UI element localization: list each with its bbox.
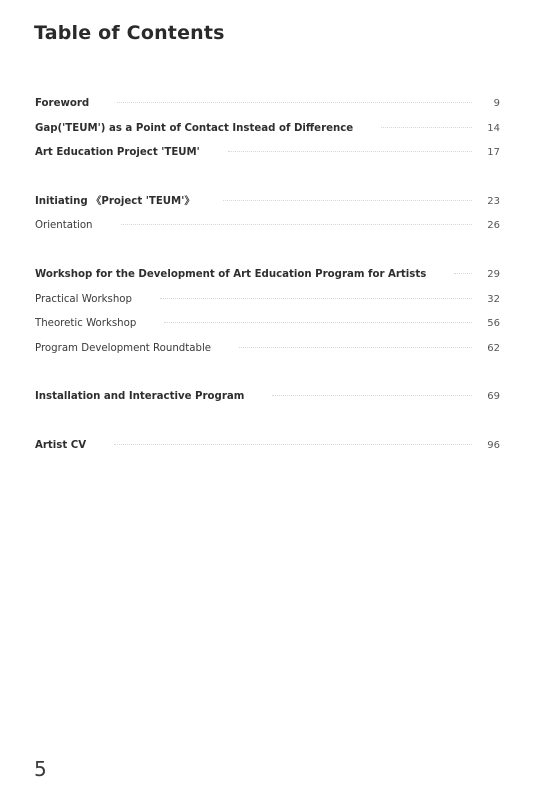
toc-entry-theoretic-workshop[interactable] — [35, 312, 500, 337]
page-title: Table of Contents — [34, 22, 225, 44]
toc-page-number: 23 — [487, 195, 500, 207]
toc-entry-label: Foreword — [35, 98, 90, 109]
toc-entry-label: Practical Workshop — [35, 293, 132, 305]
toc-section — [35, 92, 500, 166]
page-number: 5 — [34, 757, 47, 781]
toc-section — [35, 434, 500, 459]
dot-leader — [117, 102, 472, 103]
dot-leader — [228, 151, 472, 152]
toc-page-number: 26 — [487, 220, 500, 232]
toc-page-number: 56 — [487, 318, 500, 330]
dot-leader — [223, 200, 472, 201]
toc-entry-gap-teum[interactable] — [35, 117, 500, 142]
toc-entry-label: Artist CV — [35, 439, 87, 451]
toc-page-number: 29 — [487, 268, 500, 280]
toc-entry-label: Gap('TEUM') as a Point of Contact Instead of Difference — [35, 122, 354, 134]
toc-entry-label: Theoretic Workshop — [35, 318, 137, 330]
dot-leader — [454, 273, 472, 274]
dot-leader — [239, 347, 472, 348]
toc-entry-workshop-development[interactable] — [35, 263, 500, 288]
toc-entry-program-roundtable[interactable] — [35, 337, 500, 362]
toc-page-number: 62 — [487, 342, 500, 354]
toc-section — [35, 385, 500, 410]
dot-leader — [121, 224, 472, 225]
toc-page-number: 9 — [493, 98, 500, 109]
dot-leader — [160, 298, 472, 299]
toc-section — [35, 263, 500, 361]
toc-entry-initiating-project[interactable] — [35, 190, 500, 215]
toc-page-number: 17 — [487, 147, 500, 159]
toc-entry-artist-cv[interactable] — [35, 434, 500, 459]
toc-entry-foreword[interactable] — [35, 92, 500, 117]
toc-page-number: 69 — [487, 391, 500, 403]
toc-entry-label: Installation and Interactive Program — [35, 391, 245, 403]
table-of-contents — [35, 92, 500, 483]
toc-page-number: 32 — [487, 293, 500, 305]
toc-page-number: 14 — [487, 122, 500, 134]
dot-leader — [272, 395, 472, 396]
toc-entry-label: Initiating 《Project 'TEUM'》 — [35, 195, 195, 207]
toc-section — [35, 190, 500, 239]
toc-entry-art-education-project[interactable] — [35, 141, 500, 166]
toc-page-number: 96 — [487, 439, 500, 451]
toc-entry-label: Workshop for the Development of Art Education Program for Artists — [35, 268, 427, 280]
toc-entry-installation[interactable] — [35, 385, 500, 410]
toc-entry-orientation[interactable] — [35, 214, 500, 239]
dot-leader — [164, 322, 472, 323]
dot-leader — [114, 444, 472, 445]
dot-leader — [381, 127, 472, 128]
toc-entry-label: Orientation — [35, 220, 93, 232]
toc-entry-label: Art Education Project 'TEUM' — [35, 147, 200, 159]
toc-entry-practical-workshop[interactable] — [35, 288, 500, 313]
toc-entry-label: Program Development Roundtable — [35, 342, 212, 354]
